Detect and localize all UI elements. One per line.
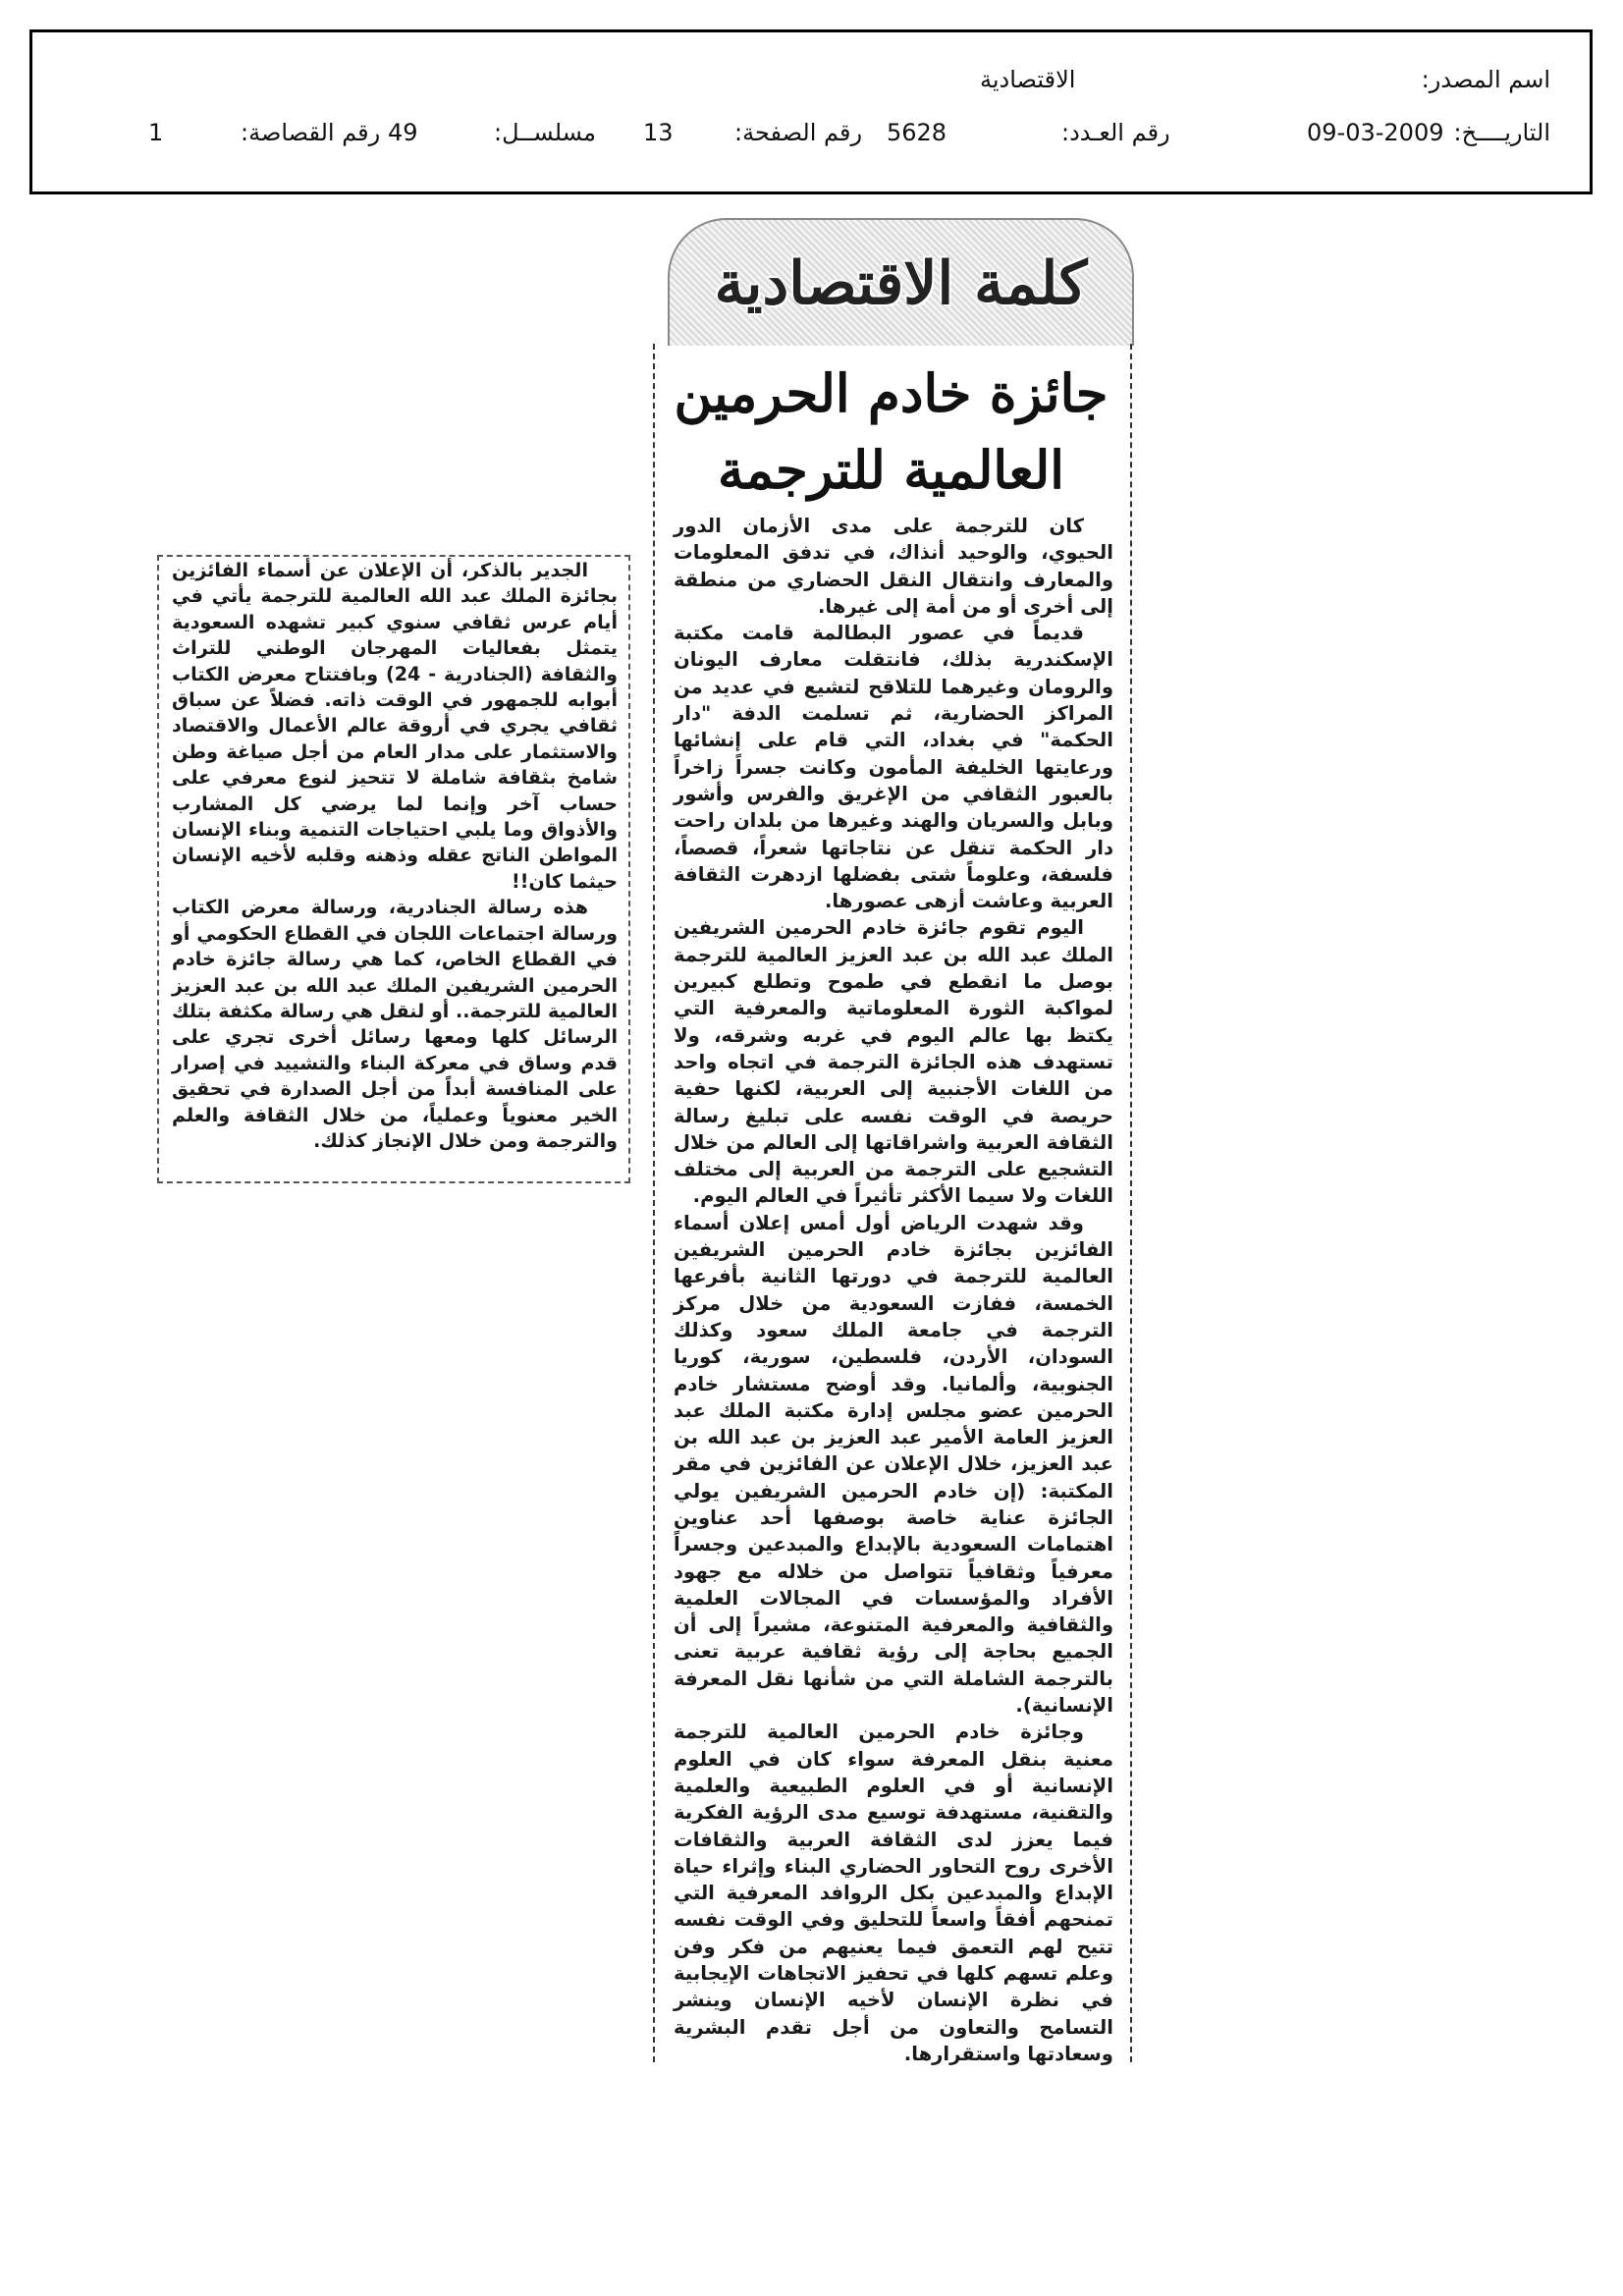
clip-label: رقم القصاصة:	[241, 119, 381, 146]
clip-value: 1	[148, 119, 164, 146]
main-paragraph: قديماً في عصور البطالمة قامت مكتبة الإسكندرية بذلك، فانتقلت معارف اليونان والرومان وغيرهما للتلاقح لتشيع في عديد من المراكز الحضارية، ثم تسلمت الدفة "دار الحكمة" في بغداد، التي قام على إنشائها ورعايتها الخليفة المأمون وكانت جسراً زاخراً بالعبور الثقافي من الإغريق والفرس وأشور وبابل والسريان والهند وغيرها من بلدان راحت دار الحكمة تنقل عن نتاجاتها شعراً، قصصاً، فلسفة، وعلوماً شتى بفضلها ازدهرت الثقافة العربية وعاشت أزهى عصورها.	[674, 622, 1113, 913]
date-value: 09-03-2009	[1307, 119, 1444, 146]
page-value: 13	[643, 119, 674, 146]
side-paragraph: هذه رسالة الجنادرية، ورسالة معرض الكتاب ورسالة اجتماعات اللجان في القطاع الحكومي أو في القطاع الخاص، كما هي رسالة جائزة خادم الحرمين الشريفين الملك عبد الله بن عبد العزيز العالمية للترجمة.. أو لنقل هي رسالة مكثفة بتلك الرسائل كلها ومعها رسائل أخرى تجري على قدم وساق في معركة البناء والتشييد في إصرار على المنافسة أبداً من أجل الصدارة في تحقيق الخير معنوياً وعملياً، من خلال الثقافة والعلم والترجمة ومن خلال الإنجاز كذلك.	[172, 896, 618, 1152]
main-paragraph: اليوم تقوم جائزة خادم الحرمين الشريفين الملك عبد الله بن عبد العزيز العالمية للترجمة بوصل ما انقطع في طموح وتطلع كبيرين لمواكبة الثورة المعلوماتية والمعرفية التي يكتظ بها عالم اليوم في غربه وشرقه، ولا تستهدف هذه الجائزة الترجمة في اتجاه واحد من اللغات الأجنبية إلى العربية، لكنها حفية حريصة في الوقت نفسه على تبليغ رسالة الثقافة العربية واشراقاتها إلى العالم من خلال التشجيع على الترجمة من العربية إلى مختلف اللغات ولا سيما الأكثر تأثيراً في العالم اليوم.	[674, 916, 1113, 1208]
column-banner-title: كلمة الاقتصادية	[714, 249, 1088, 318]
article-headline: جائزة خادم الحرمين العالمية للترجمة	[674, 363, 1109, 501]
side-paragraph: الجدير بالذكر، أن الإعلان عن أسماء الفائزين بجائزة الملك عبد الله العالمية للترجمة يأتي في أيام عرس ثقافي سنوي كبير تشهده السعودية يتمثل بفعاليات المهرجان الوطني للتراث والثقافة (الجنادرية - 24) وبافتتاح معرض الكتاب أبوابه للجمهور في الوقت ذاته. فضلاً عن سباق ثقافي يجري في أروقة عالم الأعمال والاقتصاد والاستثمار على مدار العام من أجل صياغة وطن شامخ بثقافة شاملة لا تتحيز لنوع معرفي على حساب آخر وإنما لما يرضي كل المشارب والأذواق وما يلبي احتياجات التنمية وبناء الإنسان المواطن الناتج عقله وذهنه وقلبه لأخيه الإنسان حيثما كان!!	[172, 559, 618, 893]
main-paragraph: وجائزة خادم الحرمين العالمية للترجمة معنية بنقل المعرفة سواء كان في العلوم الإنسانية أو في العلوم الطبيعية والعلمية والتقنية، مستهدفة توسيع مدى الرؤية الفكرية فيما يعزز لدى الثقافة العربية والثقافات الأخرى روح التحاور الحضاري البناء وإثراء حياة الإبداع والمبدعين بكل الروافد المعرفية التي تمنحهم أفقاً واسعاً للتحليق وفي الوقت نفسه تتيح لهم التعمق فيما يعنيهم من فكر وفن وعلم تسهم كلها في تحفيز الاتجاهات الإيجابية في نظرة الإنسان لأخيه الإنسان وينشر التسامح والتعاون من أجل تقدم البشرية وسعادتها واستقرارها.	[674, 1721, 1113, 2065]
page-label: رقم الصفحة:	[734, 119, 863, 146]
serial-value: 49	[388, 119, 418, 146]
column-banner	[668, 218, 1134, 346]
date-label: التاريــــخ:	[1453, 119, 1550, 146]
main-paragraph: وقد شهدت الرياض أول أمس إعلان أسماء الفائزين بجائزة خادم الحرمين الشريفين العالمية للترجمة في دورتها الثانية بأفرعها الخمسة، ففازت السعودية من خلال مركز الترجمة في جامعة الملك سعود وكذلك السودان، الأردن، فلسطين، سورية، كوريا الجنوبية، وألمانيا. وقد أوضح مستشار خادم الحرمين عضو مجلس إدارة مكتبة الملك عبد العزيز العامة الأمير عبد العزيز بن عبد الله بن عبد العزيز، خلال الإعلان عن الفائزين في مقر المكتبة: (إن خادم الحرمين الشريفين يولي الجائزة عناية خاصة بوصفها أحد عناوين اهتمامات السعودية بالإبداع والمبدعين وجسراً معرفياً وثقافياً تتواصل من خلاله مع جهود الأفراد والمؤسسات في المجالات العلمية والثقافية والمعرفية المتنوعة، مشيراً إلى أن الجميع بحاجة إلى رؤية ثقافية عربية تعنى بالترجمة الشاملة التي من شأنها نقل المعرفة الإنسانية).	[674, 1211, 1113, 1718]
issue-value: 5628	[887, 119, 947, 146]
serial-label: مسلســل:	[494, 119, 596, 146]
issue-label: رقم العـدد:	[1061, 119, 1170, 146]
side-article-body	[172, 558, 618, 1154]
source-value: الاقتصادية	[980, 66, 1076, 93]
main-article-body	[674, 513, 1113, 2067]
clipping-header-box	[29, 29, 1593, 194]
main-paragraph: كان للترجمة على مدى الأزمان الدور الحيوي، والوحيد أنذاك، في تدفق المعلومات والمعارف وانتقال النقل الحضاري من منطقة إلى أخرى أو من أمة إلى غيرها.	[674, 515, 1113, 618]
source-label: اسم المصدر:	[1421, 66, 1550, 93]
